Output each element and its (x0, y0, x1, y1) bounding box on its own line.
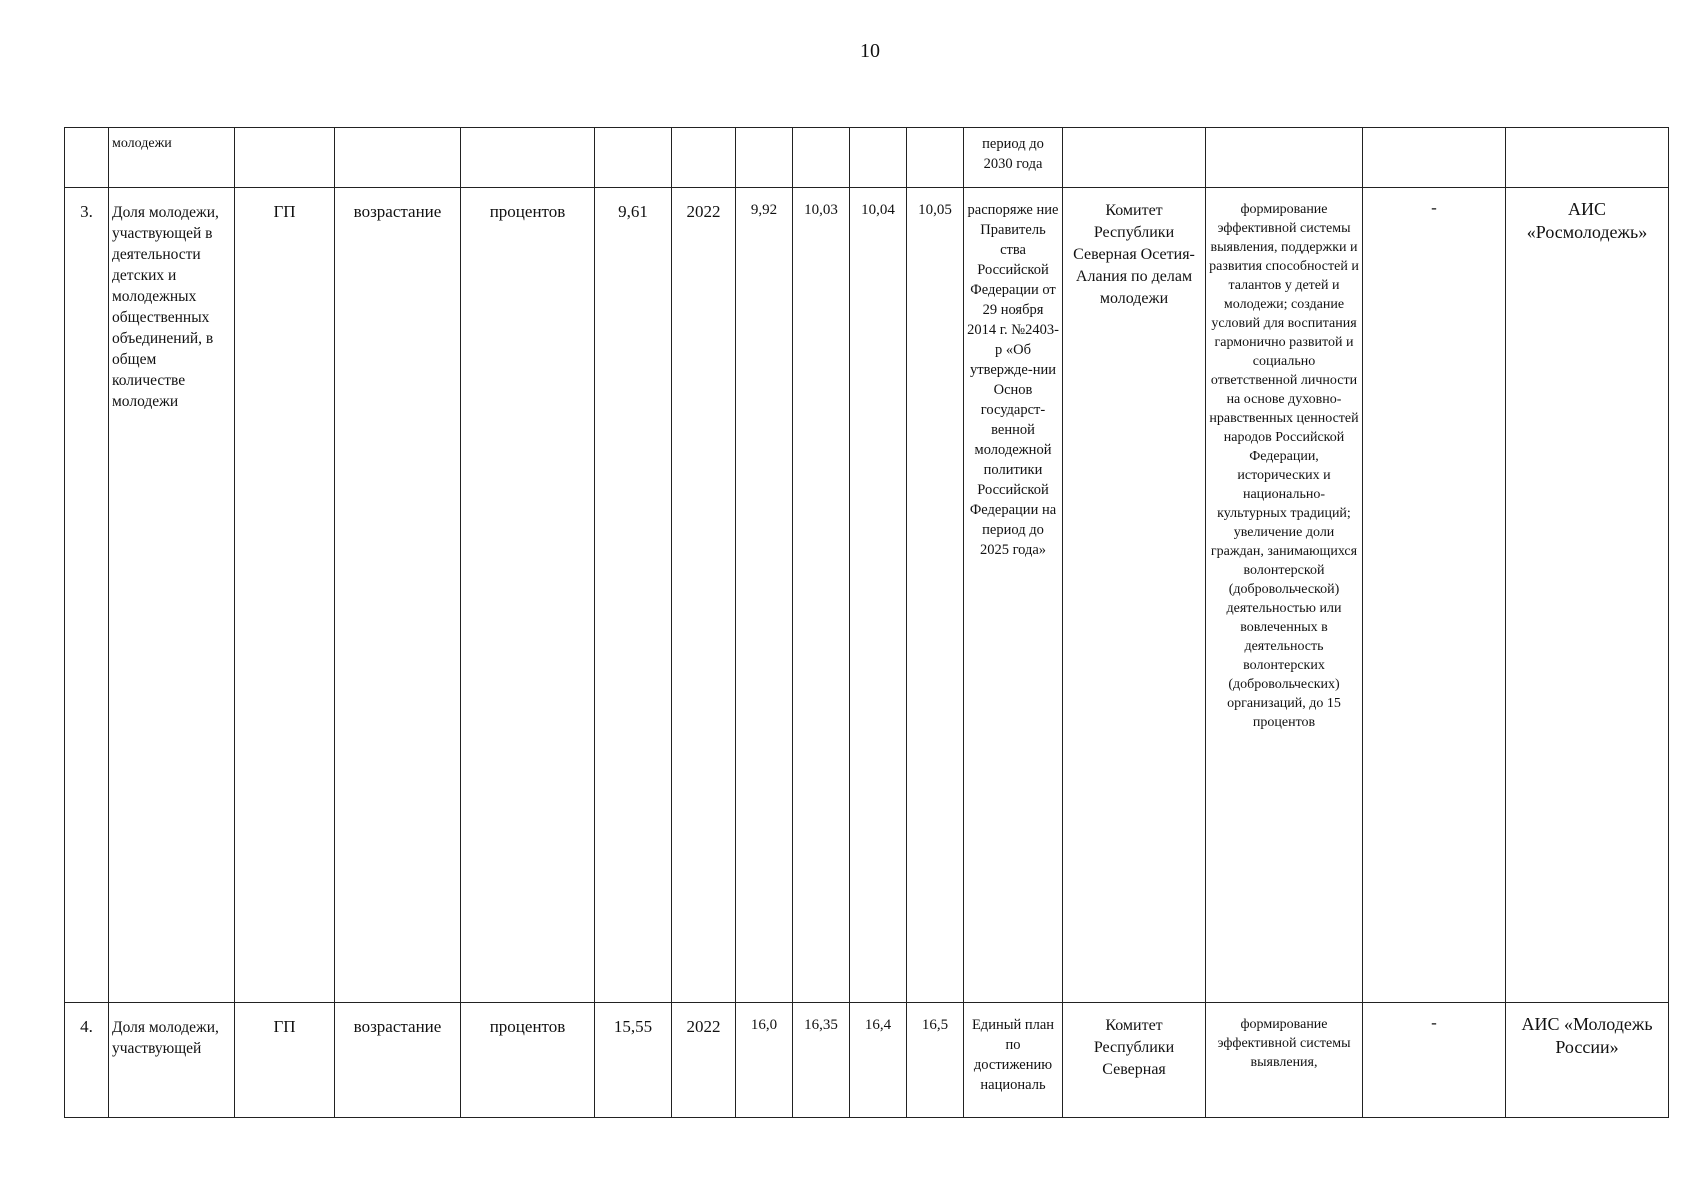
indicator-name-tail: молодежи (112, 136, 172, 151)
document-cell: Единый план по достижению националь (971, 1017, 1055, 1093)
value-cell-4: 10,05 (918, 202, 952, 218)
table-row (65, 188, 1669, 1003)
table-row (65, 1003, 1669, 1118)
row-number: 4. (80, 1017, 93, 1036)
value-cell-4: 16,5 (921, 1017, 949, 1033)
unit-cell: процентов (489, 202, 566, 221)
document-cell: распоряже ние Правитель ства Российской Федерации от 29 ноября 2014 г. №2403-р «Об утвержде-нии Основ государст-венной молодежной политики Российской Федерации на период до 2025 года» (967, 202, 1059, 558)
system-cell: АИС «Росмолодежь» (1526, 199, 1648, 242)
responsible-cell: Комитет Республики Северная Осетия-Алания по делам молодежи (1073, 202, 1195, 307)
value-cell-2: 16,35 (804, 1017, 838, 1033)
unit-cell: процентов (489, 1017, 566, 1036)
value-cell-3: 16,4 (864, 1017, 892, 1033)
dash-cell: - (1431, 198, 1437, 217)
indicator-name: Доля молодежи, участвующей в деятельности детских и молодежных общественных объединений, в общем количестве молодежи (112, 204, 219, 410)
value-cell-1: 16,0 (750, 1017, 778, 1033)
indicators-table (64, 127, 1669, 1118)
level-cell: ГП (273, 202, 296, 221)
page-number: 10 (860, 40, 880, 62)
base-value-cell: 9,61 (618, 202, 648, 221)
value-cell-2: 10,03 (804, 202, 838, 218)
value-cell-3: 10,04 (861, 202, 895, 218)
responsible-cell: Комитет Республики Северная (1093, 1017, 1175, 1078)
row-number: 3. (80, 202, 93, 221)
system-cell: АИС «Молодежь России» (1521, 1014, 1653, 1057)
base-value-cell: 15,55 (613, 1017, 653, 1036)
trend-cell: возрастание (353, 202, 442, 221)
base-year-cell: 2022 (686, 1017, 721, 1036)
link-cell: формирование эффективной системы выявления, поддержки и развития способностей и талантов у детей и молодежи; создание условий для воспитания гармонично развитой и социально ответственной личности на основе духовно-нравственных ценностей народов Российской Федерации, исторических и национально-культурных традиций; увеличение доли граждан, занимающихся волонтерской (добровольческой) деятельностью или вовлеченных в деятельность волонтерских (добровольческих) организаций, до 15 процентов (1209, 202, 1359, 730)
value-cell-1: 9,92 (750, 202, 778, 218)
link-cell: формирование эффективной системы выявления, (1217, 1017, 1351, 1070)
level-cell: ГП (273, 1017, 296, 1036)
dash-cell: - (1431, 1013, 1437, 1032)
base-year-cell: 2022 (686, 202, 721, 221)
document-tail: период до 2030 года (982, 136, 1044, 172)
trend-cell: возрастание (353, 1017, 442, 1036)
table-row-continuation (65, 128, 1669, 188)
indicator-name: Доля молодежи, участвующей (112, 1019, 219, 1057)
